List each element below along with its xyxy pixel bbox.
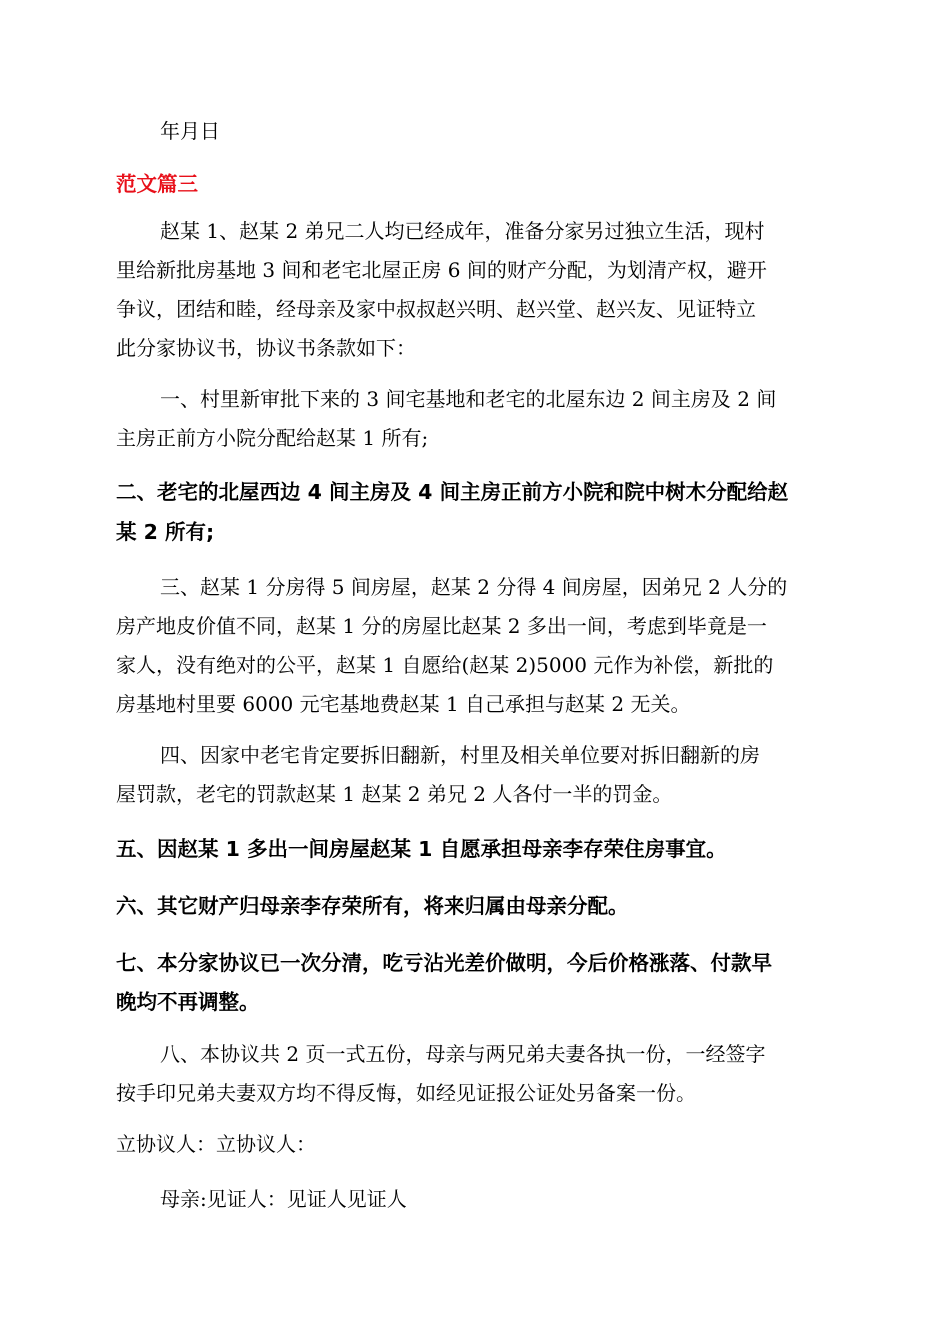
clause-line: 三、赵某 1 分房得 5 间房屋，赵某 2 分得 4 间房屋，因弟兄 2 人分的 (160, 575, 788, 599)
clause-line: 按手印兄弟夫妻双方均不得反悔，如经见证报公证处另备案一份。 (116, 1081, 696, 1105)
intro-line: 争议，团结和睦，经母亲及家中叔叔赵兴明、赵兴堂、赵兴友、见证特立 (116, 297, 756, 321)
clause-line: 房基地村里要 6000 元宅基地费赵某 1 自己承担与赵某 2 无关。 (116, 692, 691, 716)
clause-6: 六、其它财产归母亲李存荣所有，将来归属由母亲分配。 (116, 894, 629, 918)
clause-5: 五、因赵某 1 多出一间房屋赵某 1 自愿承担母亲李存荣住房事宜。 (116, 837, 727, 861)
witnesses-line: 母亲:见证人：见证人见证人 (160, 1187, 407, 1211)
clause-line: 四、因家中老宅肯定要拆旧翻新，村里及相关单位要对拆旧翻新的房 (160, 743, 760, 767)
clause-line: 主房正前方小院分配给赵某 1 所有; (116, 426, 429, 450)
clause-line: 二、老宅的北屋西边 4 间主房及 4 间主房正前方小院和院中树木分配给赵 (116, 480, 789, 504)
clause-line: 家人，没有绝对的公平，赵某 1 自愿给(赵某 2)5000 元作为补偿，新批的 (116, 653, 774, 677)
clause-line: 七、本分家协议已一次分清，吃亏沾光差价做明，今后价格涨落、付款早 (116, 951, 772, 975)
date-line: 年月日 (160, 119, 220, 143)
clause-line: 晚均不再调整。 (116, 990, 260, 1014)
clause-line: 一、村里新审批下来的 3 间宅基地和老宅的北屋东边 2 间主房及 2 间 (160, 387, 777, 411)
clause-line: 房产地皮价值不同，赵某 1 分的房屋比赵某 2 多出一间，考虑到毕竟是一 (116, 614, 767, 638)
intro-line: 里给新批房基地 3 间和老宅北屋正房 6 间的财产分配，为划清产权，避开 (116, 258, 767, 282)
clause-line: 某 2 所有; (116, 520, 215, 544)
clause-line: 八、本协议共 2 页一式五份，母亲与两兄弟夫妻各执一份，一经签字 (160, 1042, 766, 1066)
intro-line: 赵某 1、赵某 2 弟兄二人均已经成年，准备分家另过独立生活，现村 (160, 219, 765, 243)
signatories-line: 立协议人：立协议人： (116, 1132, 316, 1156)
clause-line: 屋罚款，老宅的罚款赵某 1 赵某 2 弟兄 2 人各付一半的罚金。 (116, 782, 673, 806)
section-heading: 范文篇三 (116, 172, 198, 196)
intro-line: 此分家协议书，协议书条款如下： (116, 336, 416, 360)
